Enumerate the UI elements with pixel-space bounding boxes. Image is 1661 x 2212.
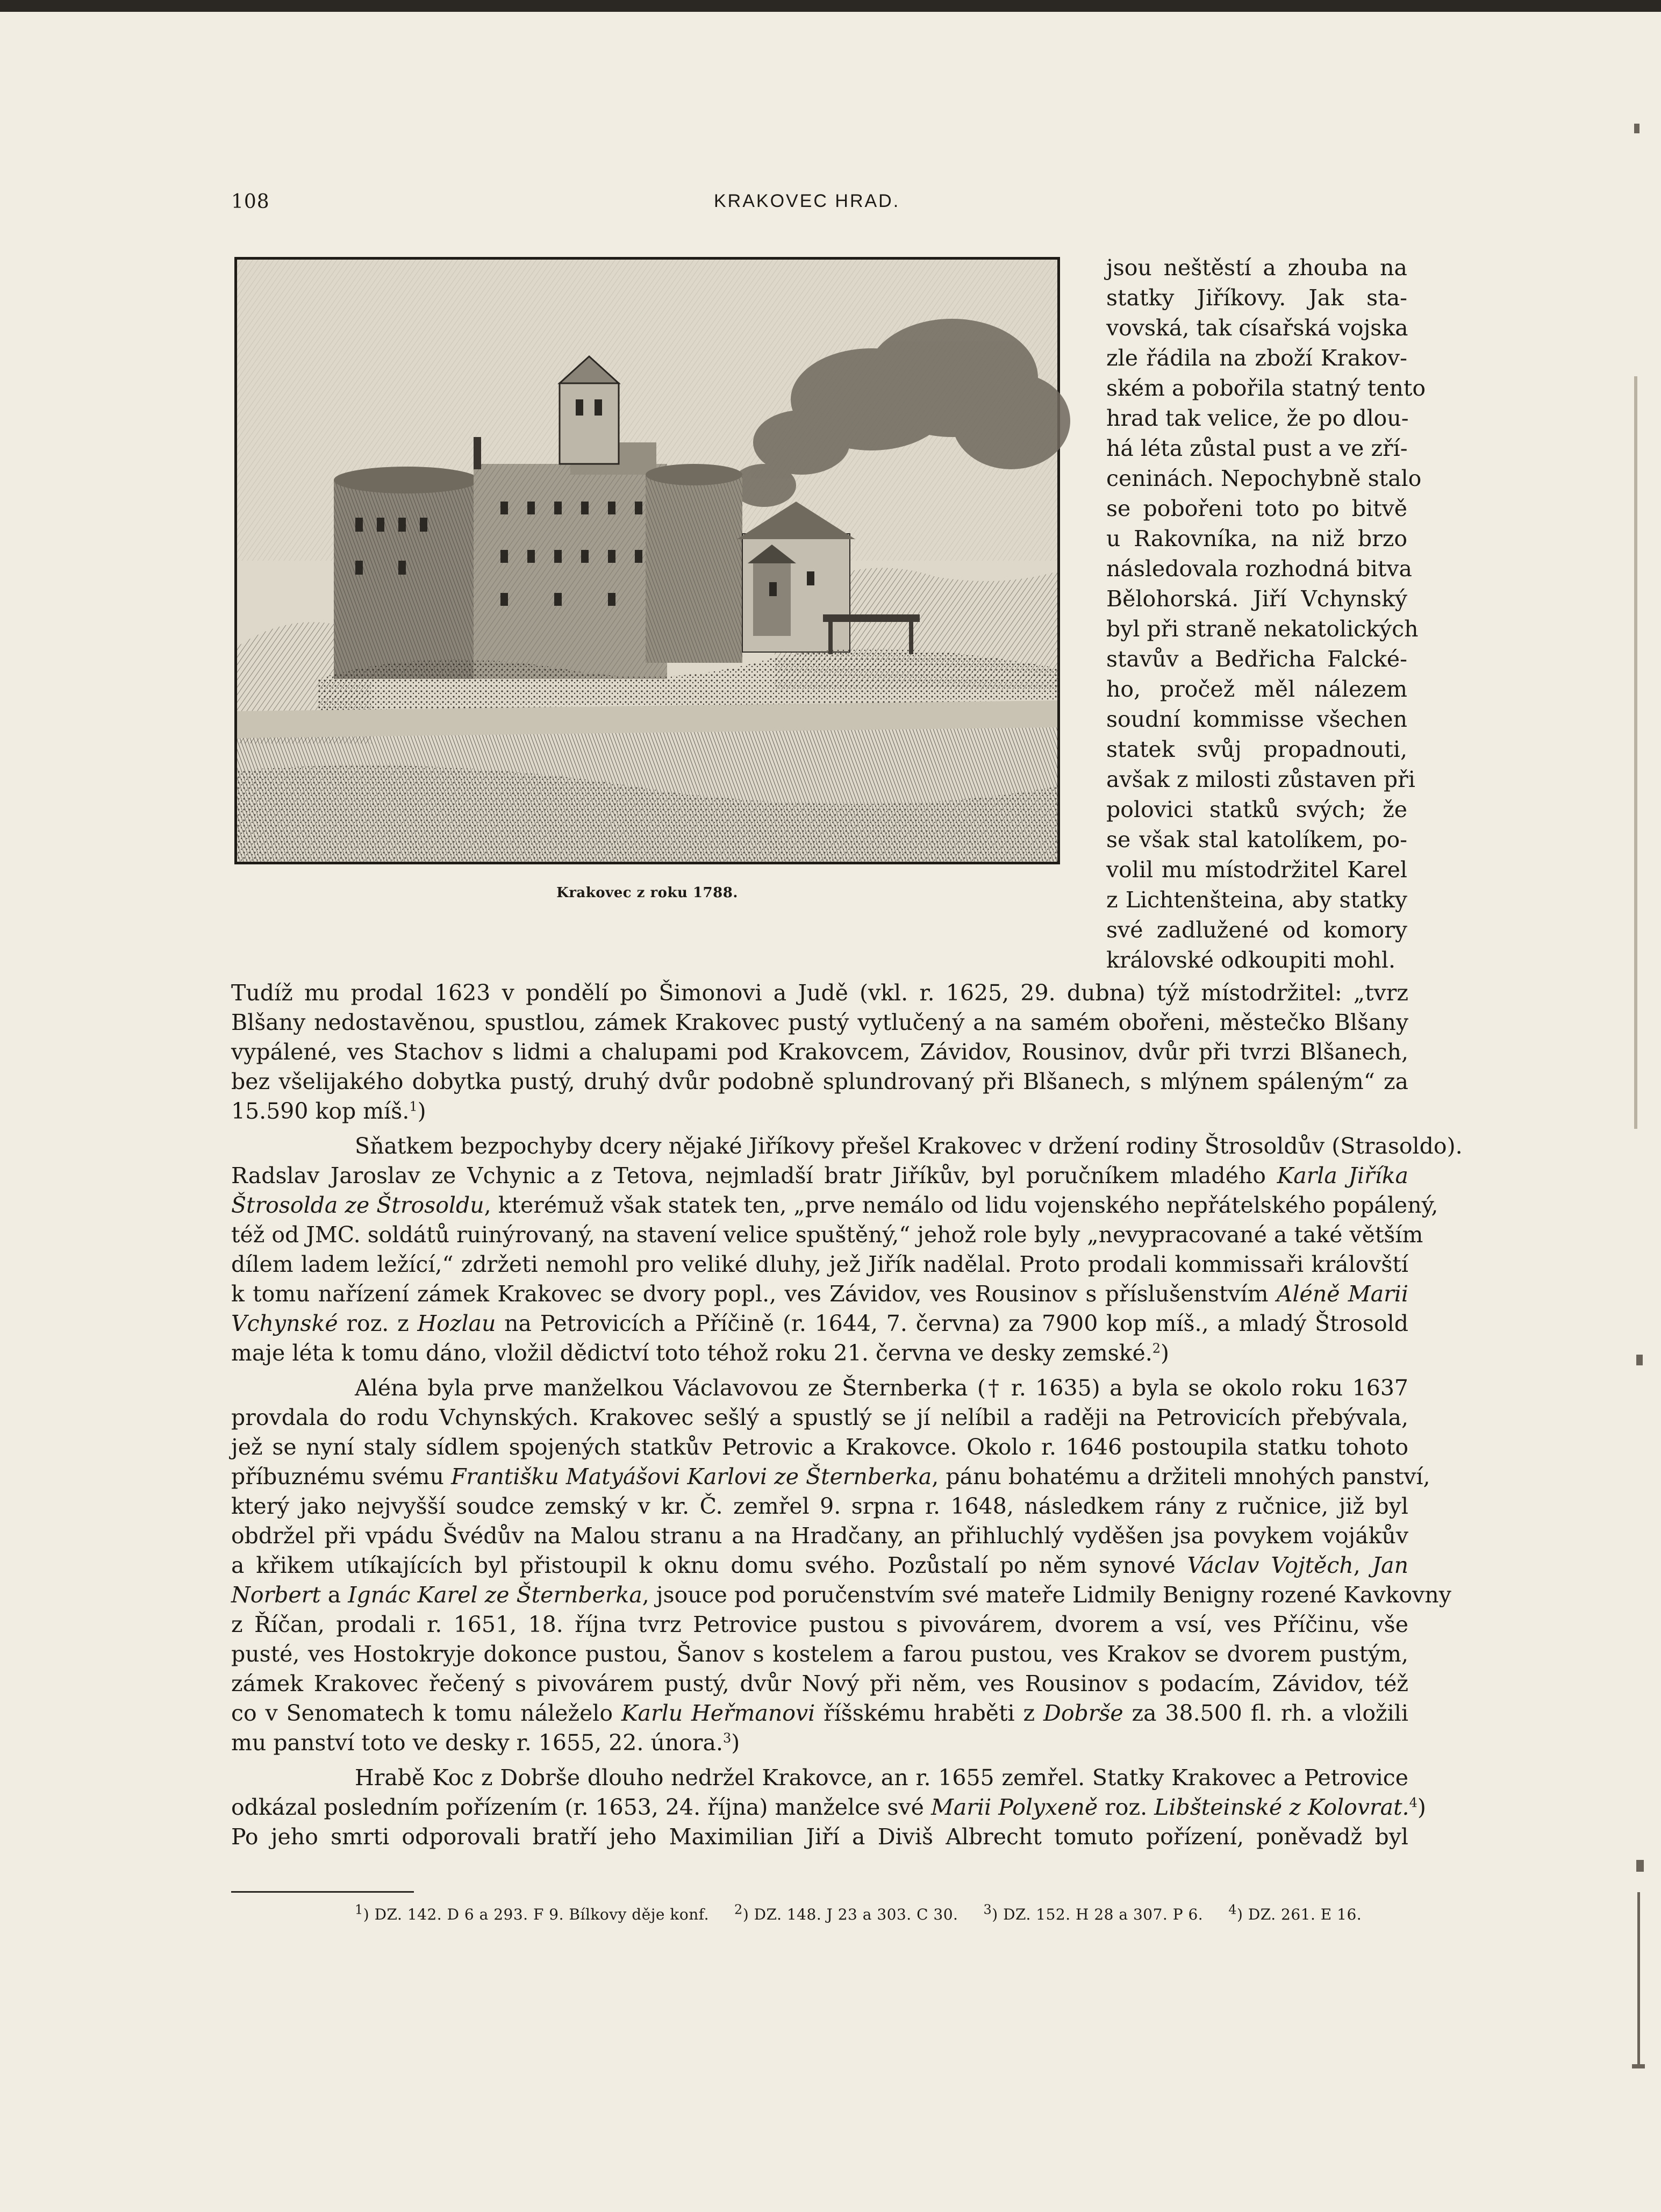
body-text	[231, 978, 1463, 1852]
paragraph-3	[231, 1373, 1451, 1758]
side-column-line: soudní kommisse všechen	[1106, 706, 1407, 732]
footnote-ref: 4	[1409, 1795, 1417, 1810]
text-line: bez všelijakého dobytka pustý, druhý dvůr podobně splundrovaný při Blšanech, s mlýnem spáleným“ za	[231, 1069, 1408, 1094]
footnote-rule	[231, 1891, 414, 1893]
text-line: dílem ladem ležící,“ zdržeti nemohl pro veliké dluhy, jež Jiřík nadělal. Proto prodali kommissaři královští	[231, 1251, 1408, 1277]
castle-engraving	[234, 257, 1060, 864]
running-head	[0, 191, 1661, 223]
side-column-line: hrad tak velice, že po dlou-	[1106, 405, 1409, 431]
side-column-line: avšak z milosti zůstaven při	[1106, 767, 1415, 792]
footnote-mark: 3	[983, 1902, 992, 1917]
side-column-line: z Lichtenšteina, aby statky	[1106, 887, 1407, 913]
footnotes: $^1$) DZ. 142. D 6 a 293. F 9. Bílkovy děje konf. $^2$) DZ. 148. J 23 a 303. C 30. $^3$) DZ. 152. H 28 a 307. P 6. $^4$) DZ. 261. E 16.	[355, 1902, 1362, 1923]
castle-illustration-svg	[237, 260, 1057, 862]
text-line: Hrabě Koc z Dobrše dlouho nedržel Krakovce, an r. 1655 zemřel. Statky Krakovec a Petrovice	[355, 1765, 1408, 1791]
footnote-text: DZ. 261. E 16.	[1248, 1906, 1362, 1923]
text-line: a křikem utíkajících byl přistoupil k oknu domu svého. Pozůstalí po něm synové Václav Vojtěch, Jan	[231, 1552, 1408, 1578]
side-column-line: královské odkoupiti mohl.	[1106, 947, 1395, 973]
side-column-line: volil mu místodržitel Karel	[1106, 857, 1407, 883]
text-line: Norbert a Ignác Karel ze Šternberka, jsouce pod poručenstvím své mateře Lidmily Benigny rozené Kavkovny	[231, 1582, 1451, 1608]
text-line: odkázal posledním pořízením (r. 1653, 24. října) manželce své Marii Polyxeně roz. Libšteinské z Kolovrat.$^4$)	[231, 1794, 1426, 1820]
footnote-text: DZ. 142. D 6 a 293. F 9. Bílkovy děje konf.	[374, 1906, 710, 1923]
figure-caption: Krakovec z roku 1788.	[556, 885, 738, 901]
side-column-line: byl při straně nekatolických	[1106, 616, 1419, 642]
side-column-line: se však stal katolíkem, po-	[1106, 827, 1407, 853]
side-column-line: své zadlužené od komory	[1106, 917, 1407, 943]
text-line: Vchynské roz. z Hozlau na Petrovicích a Příčině (r. 1644, 7. června) za 7900 kop míš., a mladý Štrosold	[231, 1311, 1408, 1336]
text-line: jež se nyní staly sídlem spojených statkův Petrovic a Krakovce. Okolo r. 1646 postoupila statku tohoto	[231, 1434, 1408, 1460]
side-column-line: u Rakovníka, na niž brzo	[1106, 526, 1407, 552]
side-column-line: ho, pročež měl nálezem	[1106, 676, 1407, 702]
text-line: vypálené, ves Stachov s lidmi a chalupami pod Krakovcem, Závidov, Rousinov, dvůr při tvrzi Blšanech,	[231, 1039, 1408, 1065]
side-column-line: následovala rozhodná bitva	[1106, 556, 1412, 582]
footnote-mark: 4	[1228, 1902, 1237, 1917]
side-column-line: polovici statků svých; že	[1106, 797, 1407, 822]
side-column-line: vovská, tak císařská vojska	[1106, 315, 1408, 341]
side-column-line: ském a pobořila statný tento	[1106, 375, 1426, 401]
text-line: co v Senomatech k tomu náleželo Karlu Heřmanovi říšskému hraběti z Dobrše za 38.500 fl. rh. a vložili	[231, 1700, 1408, 1726]
paragraph-2	[231, 1132, 1463, 1368]
paragraph-4	[231, 1763, 1426, 1852]
text-line: Tudíž mu prodal 1623 v pondělí po Šimonovi a Judě (vkl. r. 1625, 29. dubna) týž místodržitel: „tvrz	[231, 980, 1408, 1006]
side-column-line: há léta zůstal pust a ve zří-	[1106, 435, 1408, 461]
text-line: maje léta k tomu dáno, vložil dědictví toto téhož roku 21. června ve desky zemské.$^2$)	[231, 1340, 1170, 1366]
text-line: 15.590 kop míš.$^1$)	[231, 1098, 426, 1124]
text-line: mu panství toto ve desky r. 1655, 22. února.$^3$)	[231, 1730, 740, 1756]
side-column-line: jsou neštěstí a zhouba na	[1106, 255, 1407, 281]
text-line: příbuznému svému Františku Matyášovi Karlovi ze Šternberka, pánu bohatému a držiteli mnohých panství,	[231, 1464, 1430, 1490]
footnote-ref: 2	[1152, 1341, 1161, 1356]
text-line: Blšany nedostavěnou, spustlou, zámek Krakovec pustý vytlučený a na samém obořeni, městečko Blšany	[231, 1010, 1408, 1035]
text-line: pusté, ves Hostokryje dokonce pustou, Šanov s kostelem a farou pustou, ves Krakov se dvorem pustým,	[231, 1641, 1408, 1667]
side-column-line: statky Jiříkovy. Jak sta-	[1106, 285, 1407, 311]
text-line: Sňatkem bezpochyby dcery nějaké Jiříkovy přešel Krakovec v držení rodiny Štrosoldův (Strasoldo).	[355, 1133, 1463, 1159]
right-margin-marks	[1613, 0, 1661, 2212]
side-column-line: zle řádila na zboží Krakov-	[1106, 345, 1407, 371]
text-line: zámek Krakovec řečený s pivovárem pustý, dvůr Nový při něm, ves Rousinov s podacím, Závidov, též	[231, 1671, 1408, 1696]
text-line: Aléna byla prve manželkou Václavovou ze Šternberka († r. 1635) a byla se okolo roku 1637	[355, 1375, 1408, 1401]
side-column-line: ceninách. Nepochybně stalo	[1106, 466, 1422, 491]
side-column-line: statek svůj propadnouti,	[1106, 736, 1407, 762]
page-top-edge	[0, 0, 1661, 12]
footnote-text: DZ. 148. J 23 a 303. C 30.	[754, 1906, 958, 1923]
paragraph-1	[231, 978, 1408, 1126]
footnote-mark: 1	[355, 1902, 363, 1917]
page-number: 108	[231, 191, 270, 213]
footnote-ref: 1	[409, 1099, 418, 1114]
side-column-line: se pobořeni toto po bitvě	[1106, 496, 1407, 521]
text-line: též od JMC. soldátů ruinýrovaný, na stavení velice spuštěný,“ jehož role byly „nevypracované a také větším	[231, 1222, 1423, 1248]
text-line: Radslav Jaroslav ze Vchynic a z Tetova, nejmladší bratr Jiříkův, byl poručníkem mladého Karla Jiříka	[231, 1163, 1408, 1189]
footnote-ref: 3	[723, 1730, 732, 1746]
text-line: obdržel při vpádu Švédův na Malou stranu a na Hradčany, an přihluchlý vyděšen jsa povykem vojákův	[231, 1523, 1408, 1549]
text-line: provdala do rodu Vchynských. Krakovec sešlý a spustlý se jí nelíbil a raději na Petrovicích přebývala,	[231, 1405, 1408, 1430]
side-column-line: Bělohorská. Jiří Vchynský	[1106, 586, 1407, 612]
text-line: z Říčan, prodali r. 1651, 18. října tvrz Petrovice pustou s pivovárem, dvorem a vsí, ves Příčinu, vše	[231, 1612, 1408, 1637]
text-line: Po jeho smrti odporovali bratří jeho Maximilian Jiří a Diviš Albrecht tomuto pořízení, poněvadž byl	[231, 1824, 1408, 1850]
page-title: KRAKOVEC HRAD.	[714, 191, 900, 211]
footnote-mark: 2	[734, 1902, 743, 1917]
side-column-line: stavův a Bedřicha Falcké-	[1106, 646, 1407, 672]
footnote-text: DZ. 152. H 28 a 307. P 6.	[1003, 1906, 1204, 1923]
text-line: který jako nejvyšší soudce zemský v kr. Č. zemřel 9. srpna r. 1648, následkem rány z ručnice, již byl	[231, 1493, 1408, 1519]
text-line: k tomu nařízení zámek Krakovec se dvory popl., ves Závidov, ves Rousinov s příslušenstvím Aléně Marii	[231, 1281, 1409, 1307]
text-line: Štrosolda ze Štrosoldu, kterémuž však statek ten, „prve nemálo od lidu vojenského nepřátelského popálený,	[231, 1192, 1438, 1218]
